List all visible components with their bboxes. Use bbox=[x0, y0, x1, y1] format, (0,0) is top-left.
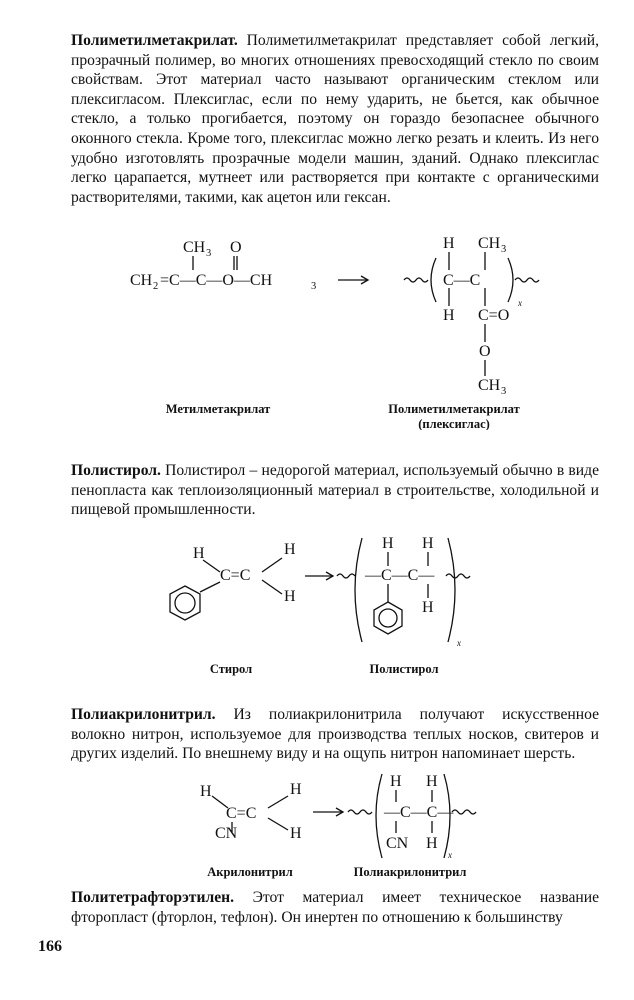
svg-text:3: 3 bbox=[501, 386, 507, 397]
svg-text:CH: CH bbox=[478, 377, 501, 394]
methyl-methacrylate-structure bbox=[130, 239, 368, 292]
heading-polystyrene: Полистирол. bbox=[71, 462, 161, 479]
text-polystyrene: Полистирол – недорогой материал, используемый обычно в виде пенопласта как теплоизоляционный материал в строительстве, холодильной и пищевой промышленности. bbox=[71, 462, 599, 519]
text-polyacrylonitrile: Из полиакрилонитрила получают искусственное волокно нитрон, используемое для производства теплых носков, свитеров и других изделий. По внешнему виду и на ощупь нитрон напоминает шерсть. bbox=[71, 706, 599, 763]
monomer-label-methyl-methacrylate: Метилметакрилат bbox=[165, 402, 271, 416]
polystyrene-polymer-structure bbox=[337, 535, 470, 648]
svg-text:H: H bbox=[426, 835, 438, 852]
paragraph-polystyrene bbox=[71, 461, 599, 520]
svg-text:H: H bbox=[443, 307, 455, 324]
svg-text:H: H bbox=[284, 541, 296, 558]
text-pmma: Полиметилметакрилат представляет собой легкий, прозрачный полимер, во многих отношениях превосходящий стекло по своим свойствам. Этот материал часто называют органическим стеклом или плексигласом. Плексиглас, если по нему ударить, не бьется, как обычное стекло, а только прогибается, поэтому он гораздо безопаснее обычного оконного стекла. Кроме того, плексиглас можно легко резать и клеить. Из него удобно изготовлять прозрачные модели машин, зданий. Однако плексиглас легко царапается, мутнеет или растворяется при контакте с органическими растворителями, такими, как ацетон или гексан. bbox=[71, 32, 599, 206]
heading-polyacrylonitrile: Полиакрилонитрил. bbox=[71, 706, 216, 723]
page-number: 166 bbox=[38, 938, 62, 955]
svg-text:x: x bbox=[457, 638, 461, 648]
polymer-label-polyacrylonitrile: Полиакрилонитрил bbox=[353, 865, 467, 879]
svg-text:C=C: C=C bbox=[226, 805, 257, 822]
paragraph-polyacrylonitrile bbox=[71, 705, 599, 764]
svg-text:H: H bbox=[200, 783, 212, 800]
svg-text:CH: CH bbox=[130, 272, 153, 289]
polymer-label-plexiglass: (плексиглас) bbox=[418, 417, 490, 430]
pmma-polymer-structure bbox=[404, 235, 539, 397]
svg-text:x: x bbox=[518, 298, 522, 308]
heading-pmma: Полиметилметакрилат. bbox=[71, 32, 238, 49]
paragraph-pmma bbox=[71, 31, 599, 207]
paragraph-ptfe bbox=[71, 888, 599, 927]
svg-text:H: H bbox=[290, 825, 302, 842]
svg-text:3: 3 bbox=[206, 248, 212, 259]
svg-text:CN: CN bbox=[386, 835, 409, 852]
svg-text:=C—C—O—CH: =C—C—O—CH bbox=[160, 272, 273, 289]
polymer-label-pmma: Полиметилметакрилат bbox=[388, 402, 520, 416]
heading-ptfe: Политетрафторэтилен. bbox=[71, 889, 235, 906]
svg-text:H: H bbox=[426, 773, 438, 790]
svg-text:H: H bbox=[290, 781, 302, 798]
acrylonitrile-structure bbox=[200, 781, 343, 842]
pmma-reaction-scheme bbox=[0, 230, 634, 430]
svg-text:H: H bbox=[193, 545, 205, 562]
svg-text:2: 2 bbox=[153, 281, 159, 292]
svg-text:3: 3 bbox=[311, 281, 317, 292]
polyacrylonitrile-polymer-structure bbox=[348, 773, 476, 860]
monomer-label-acrylonitrile: Акрилонитрил bbox=[207, 865, 293, 879]
svg-text:CH: CH bbox=[478, 235, 501, 252]
svg-text:—C—C—: —C—C— bbox=[384, 804, 454, 821]
svg-text:H: H bbox=[443, 235, 455, 252]
polymer-label-polystyrene: Полистирол bbox=[369, 662, 439, 676]
svg-text:C=C: C=C bbox=[220, 567, 251, 584]
styrene-structure bbox=[170, 541, 333, 620]
svg-text:H: H bbox=[284, 588, 296, 605]
monomer-label-styrene: Стирол bbox=[209, 662, 253, 676]
polystyrene-reaction-scheme bbox=[0, 530, 634, 680]
svg-text:3: 3 bbox=[501, 244, 507, 255]
svg-text:O: O bbox=[230, 239, 242, 256]
svg-text:H: H bbox=[390, 773, 402, 790]
svg-text:—C—C—: —C—C— bbox=[365, 567, 435, 584]
svg-text:CH: CH bbox=[183, 239, 206, 256]
svg-text:C=O: C=O bbox=[478, 307, 510, 324]
svg-text:x: x bbox=[448, 850, 452, 860]
svg-text:O: O bbox=[479, 343, 491, 360]
text-ptfe: Этот материал имеет техническое название фторопласт (фторлон, тефлон). Он инертен по отношению к большинству bbox=[71, 889, 600, 926]
svg-text:CN: CN bbox=[215, 825, 238, 842]
svg-text:H: H bbox=[382, 535, 394, 552]
polyacrylonitrile-reaction-scheme bbox=[0, 770, 634, 882]
svg-text:C—C: C—C bbox=[443, 272, 481, 289]
svg-text:H: H bbox=[422, 599, 434, 616]
svg-text:H: H bbox=[422, 535, 434, 552]
